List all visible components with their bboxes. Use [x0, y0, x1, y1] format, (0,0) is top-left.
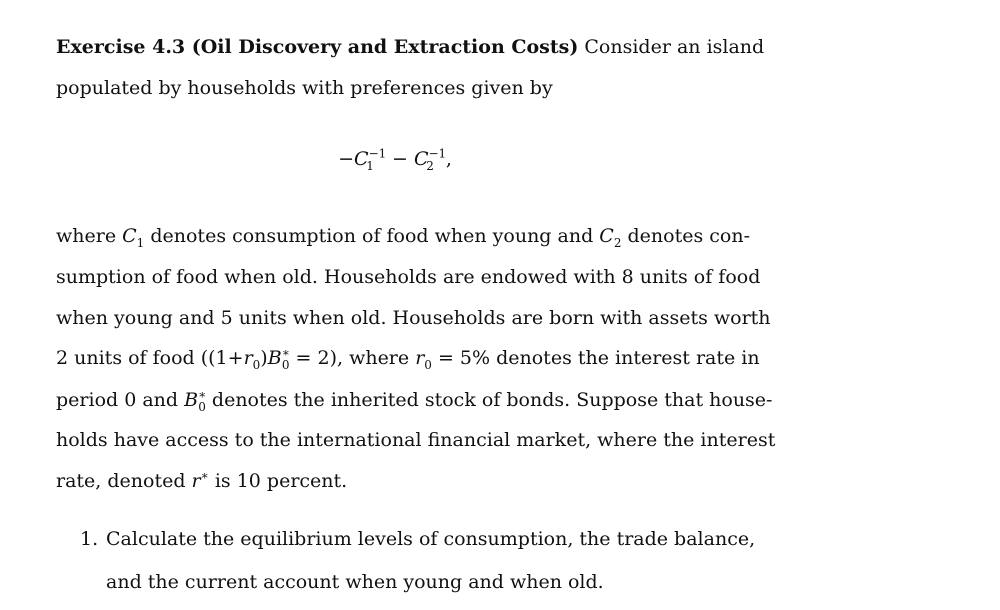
equation-comma: ,: [445, 148, 452, 170]
text-run: is 10 percent.: [208, 470, 348, 492]
exercise-title: Exercise 4.3 (Oil Discovery and Extraction Costs): [56, 36, 579, 58]
math-b0-inherited: B: [184, 389, 199, 411]
text-run: rate, denoted: [56, 470, 192, 492]
text-run: 2 units of food ((1+: [56, 347, 244, 369]
equation-c1-exponent: −1: [368, 146, 387, 161]
equation-c1: C: [354, 148, 369, 170]
text-run: = 2), where: [289, 347, 416, 369]
equation-c2: C: [413, 148, 429, 170]
equation-c1-subscript: 1: [366, 158, 374, 173]
math-r-star-superscript: ∗: [200, 468, 209, 483]
preference-equation: [0, 146, 790, 172]
paragraph-line-6: holds have access to the international financial market, where the interest: [56, 429, 776, 451]
list-item-line-1: Calculate the equilibrium levels of consumption, the trade balance,: [106, 528, 756, 550]
paragraph-line-7: [56, 468, 726, 494]
math-r0-second-subscript: 0: [424, 357, 432, 372]
math-c2: C: [599, 225, 614, 247]
math-b0-inherited-star: ∗: [198, 387, 207, 402]
text-run: where: [56, 225, 123, 247]
list-item-number: 1.: [80, 528, 99, 550]
exercise-intro: Consider an island: [584, 36, 765, 58]
math-b0: B: [267, 347, 282, 369]
math-c1-subscript: 1: [136, 235, 145, 250]
math-c1: C: [122, 225, 137, 247]
paragraph-line-5: [56, 387, 773, 414]
math-c2-subscript: 2: [613, 235, 622, 250]
paragraph-line-1: [56, 223, 750, 250]
math-r0: r: [243, 347, 253, 369]
paragraph-line-3: when young and 5 units when old. Households are born with assets worth: [56, 307, 771, 329]
equation-minus-2: −: [385, 148, 414, 170]
exercise-heading-line: [56, 34, 765, 60]
text-run: denotes consumption of food when young and: [144, 225, 600, 247]
paragraph-line-2: sumption of food when old. Households are endowed with 8 units of food: [56, 266, 761, 288]
math-r0-second: r: [415, 347, 425, 369]
text-run: ): [260, 347, 268, 369]
equation-c2-subscript: 2: [426, 158, 434, 173]
math-b0-inherited-subscript: 0: [198, 399, 206, 414]
list-item-line-2: and the current account when young and when old.: [106, 571, 604, 593]
text-run: period 0 and: [56, 389, 185, 411]
text-run: denotes con-: [621, 225, 750, 247]
math-b0-star: ∗: [281, 345, 290, 360]
equation-minus: −: [338, 148, 355, 170]
equation-c2-exponent: −1: [428, 146, 447, 161]
math-b0-subscript: 0: [281, 357, 290, 372]
text-run: = 5% denotes the interest rate in: [431, 347, 760, 369]
paragraph-line-4: [56, 345, 760, 372]
math-r0-subscript: 0: [252, 357, 261, 372]
text-run: denotes the inherited stock of bonds. Suppose that house-: [205, 389, 773, 411]
exercise-intro-line-2: populated by households with preferences given by: [56, 77, 553, 99]
math-r-star: r: [191, 470, 201, 492]
